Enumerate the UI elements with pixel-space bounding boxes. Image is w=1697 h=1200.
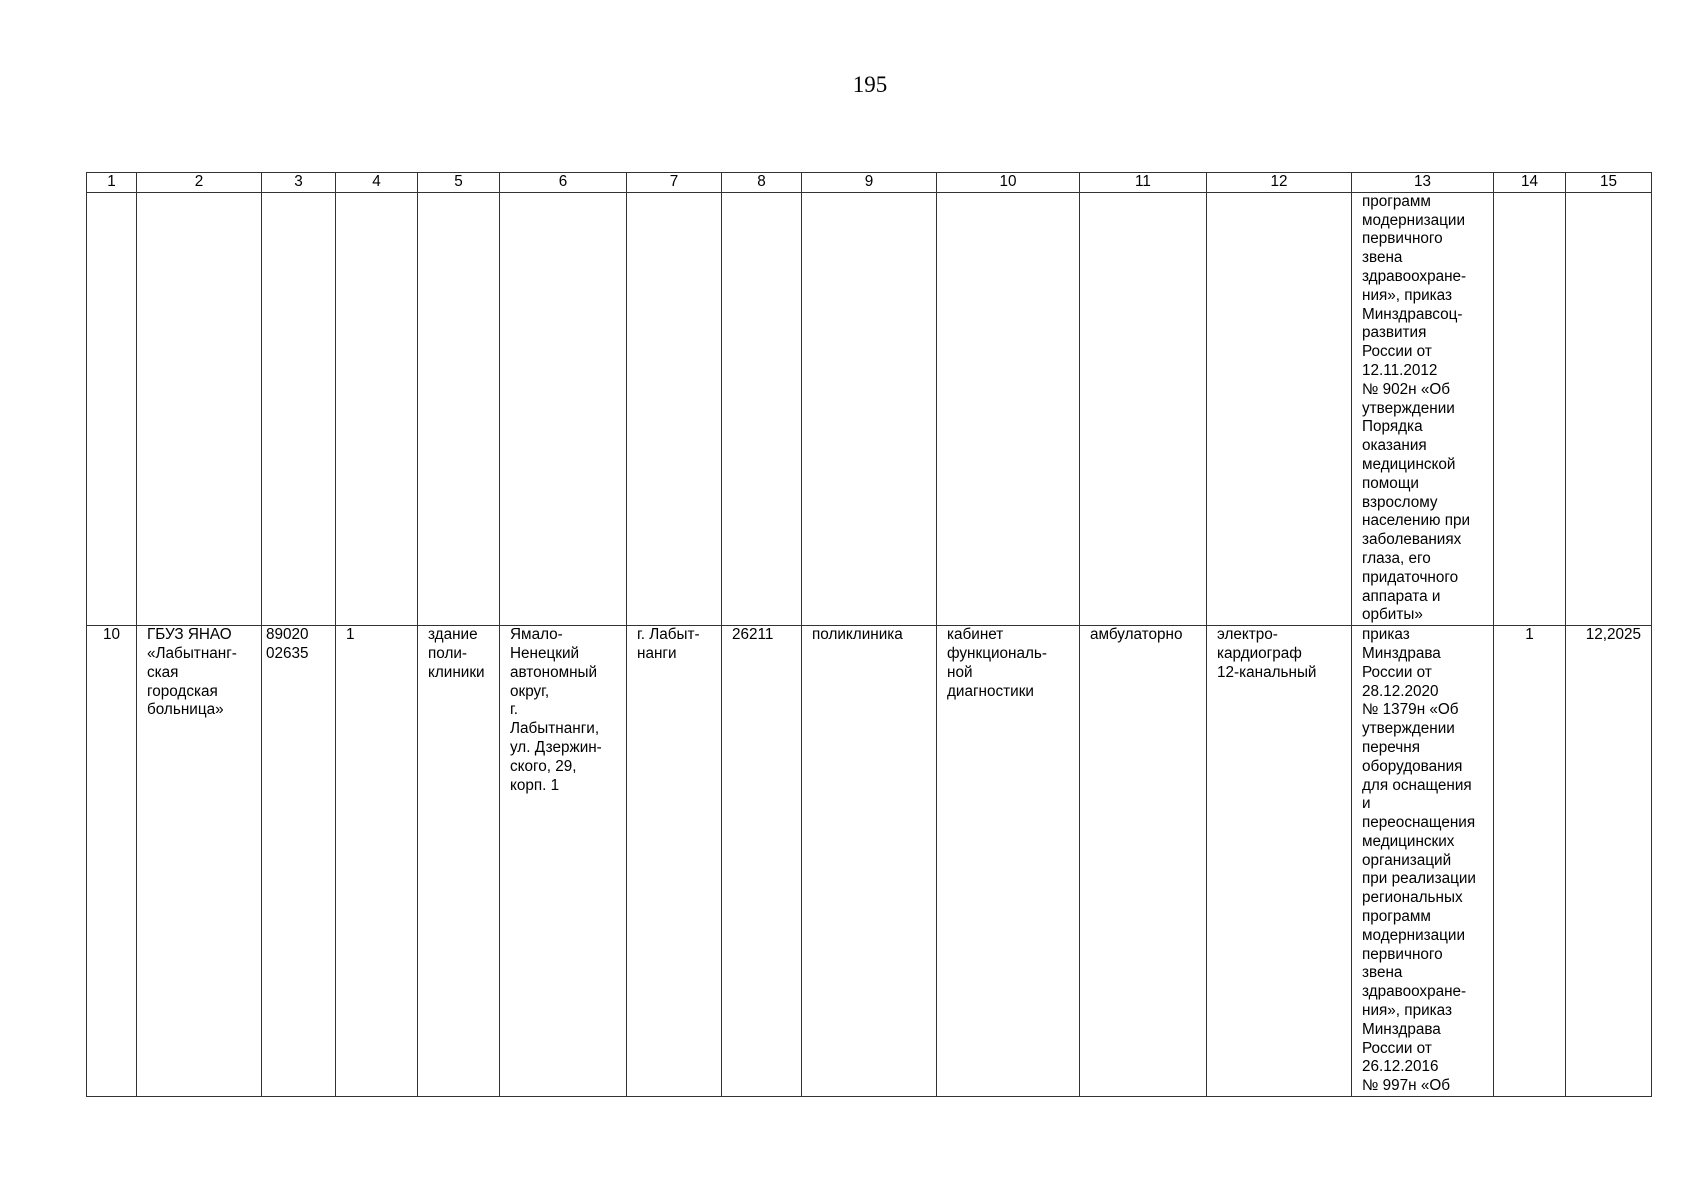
cell: [1207, 192, 1352, 625]
cell-code: [262, 626, 336, 1097]
cell: [500, 192, 627, 625]
cell-date: [1566, 626, 1652, 1097]
building-type: здание поли- клиники: [428, 626, 485, 681]
header-col-5: 5: [418, 173, 500, 193]
header-col-11: 11: [1080, 173, 1207, 193]
cell-count: [336, 626, 418, 1097]
cell-address: [500, 626, 627, 1097]
cell: [1566, 192, 1652, 625]
cell-organization: [137, 626, 262, 1097]
equipment-name: электро- кардиограф 12-канальный: [1217, 626, 1317, 681]
unit-code: 26211: [732, 626, 774, 644]
header-row: [87, 173, 1652, 193]
cell: [87, 192, 137, 625]
cell: [1494, 192, 1566, 625]
header-col-7: 7: [627, 173, 722, 193]
quantity: 1: [1525, 626, 1534, 644]
cell-regulation-continued: [1352, 192, 1494, 625]
table-row-continuation: [87, 192, 1652, 625]
cell-department: [937, 626, 1080, 1097]
header-col-3: 3: [262, 173, 336, 193]
cell-building: [418, 626, 500, 1097]
header-col-12: 12: [1207, 173, 1352, 193]
header-col-10: 10: [937, 173, 1080, 193]
cell-care-form: [1080, 626, 1207, 1097]
delivery-date: 12,2025: [1585, 626, 1641, 644]
care-form: амбулаторно: [1090, 626, 1183, 644]
cell: [262, 192, 336, 625]
cell-regulation: [1352, 626, 1494, 1097]
header-col-4: 4: [336, 173, 418, 193]
cell: [802, 192, 937, 625]
header-col-15: 15: [1566, 173, 1652, 193]
cell-code-8: [722, 626, 802, 1097]
header-col-8: 8: [722, 173, 802, 193]
header-col-13: 13: [1352, 173, 1494, 193]
cell: [722, 192, 802, 625]
count-value: 1: [346, 626, 355, 644]
cell: [137, 192, 262, 625]
cell: [418, 192, 500, 625]
cell-city: [627, 626, 722, 1097]
city: г. Лабыт- нанги: [637, 626, 700, 662]
cell: [627, 192, 722, 625]
table-row-10: [87, 626, 1652, 1097]
header-col-14: 14: [1494, 173, 1566, 193]
header-col-9: 9: [802, 173, 937, 193]
cell-row-number: [87, 626, 137, 1097]
cell-equipment: [1207, 626, 1352, 1097]
organization-code: 89020 02635: [266, 626, 309, 662]
unit-type: поликлиника: [812, 626, 903, 644]
row-number: 10: [102, 626, 120, 644]
header-col-2: 2: [137, 173, 262, 193]
department: кабинет функциональ- ной диагностики: [947, 626, 1047, 700]
header-col-6: 6: [500, 173, 627, 193]
address: Ямало- Ненецкий автономный округ, г. Лабытнанги, ул. Дзержин- ского, 29, корп. 1: [510, 626, 602, 794]
header-col-1: 1: [87, 173, 137, 193]
equipment-table: [86, 172, 1652, 1097]
cell: [1080, 192, 1207, 625]
cell-quantity: [1494, 626, 1566, 1097]
cell: [937, 192, 1080, 625]
regulation-text: приказ Минздрава России от 28.12.2020 № 1379н «Об утверждении перечня оборудования для оснащения и переоснащения медицинских организаций при реализации региональных программ модернизации первичного звена здравоохране- ния», приказ Минздрава России от 26.12.2016 № 997н «Об: [1362, 626, 1476, 1095]
regulation-text: программ модернизации первичного звена здравоохране- ния», приказ Минздравсоц- развития России от 12.11.2012 № 902н «Об утверждении Порядка оказания медицинской помощи взрослому населению при заболеваниях глаза, его придаточного аппарата и орбиты»: [1362, 192, 1471, 624]
cell: [336, 192, 418, 625]
organization-name: ГБУЗ ЯНАО «Лабытнанг- ская городская больница»: [147, 626, 237, 719]
page-number: 195: [852, 72, 888, 97]
cell-unit-type: [802, 626, 937, 1097]
